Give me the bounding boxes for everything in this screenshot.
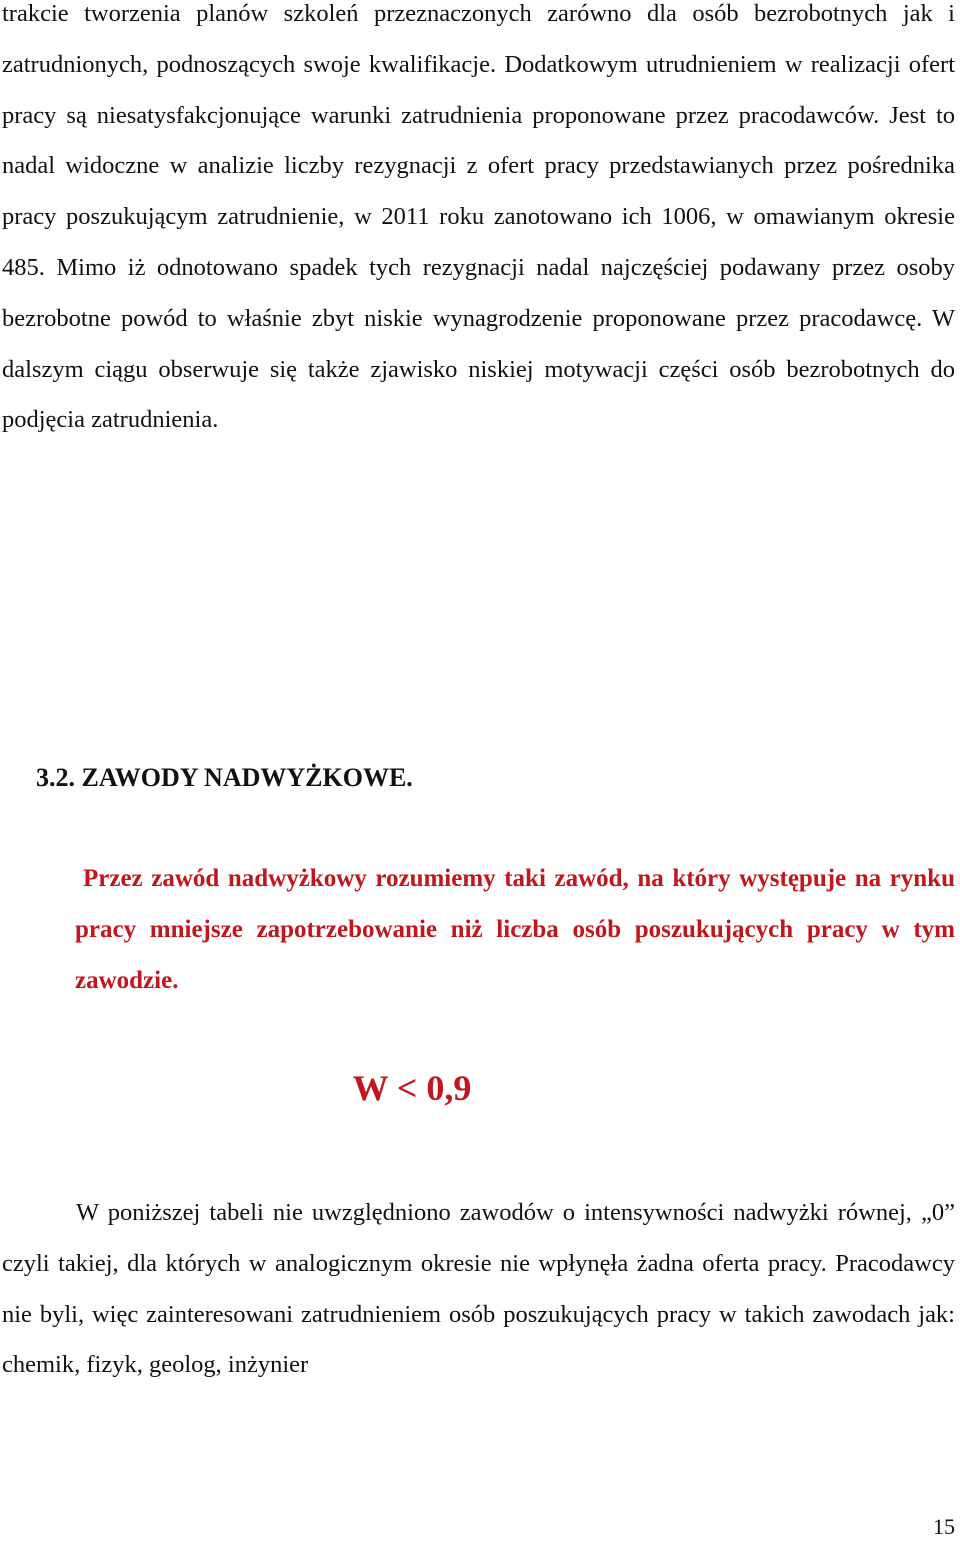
body-paragraph-2: W poniższej tabeli nie uwzględniono zawodów o intensywności nadwyżki równej, „0” czyli takiej, dla których w analogicznym okresie nie wpłynęła żadna oferta pracy. Pracodawcy nie byli, więc zainteresowani zatrudnieniem osób poszukujących pracy w takich zawodach jak: chemik, fizyk, geolog, inżynier — [2, 1199, 955, 1379]
definition-text — [75, 854, 955, 1006]
body-paragraph-1: trakcie tworzenia planów szkoleń przeznaczonych zarówno dla osób bezrobotnych jak i zatrudnionych, podnoszących swoje kwalifikacje. Dodatkowym utrudnieniem w realizacji ofert pracy są niesatysfakcjonujące warunki zatrudnienia proponowane przez pracodawców. Jest to nadal widoczne w analizie liczby rezygnacji z ofert pracy przedstawianych przez pośrednika pracy poszukującym zatrudnienie, w 2011 roku zanotowano ich 1006, w omawianym okresie 485. Mimo iż odnotowano spadek tych rezygnacji nadal najczęściej podawany przez osoby bezrobotne powód to właśnie zbyt niskie wynagrodzenie proponowane przez pracodawcę. W dalszym ciągu obserwuje się także zjawisko niskiej motywacji części osób bezrobotnych do podjęcia zatrudnienia. — [2, 0, 955, 434]
definition-body: Przez zawód nadwyżkowy rozumiemy taki zawód, na który występuje na rynku pracy mniejsze zapotrzebowanie niż liczba osób poszukujących pracy w tym zawodzie. — [75, 865, 955, 994]
formula: W < 0,9 — [352, 1068, 472, 1108]
section-heading: 3.2. ZAWODY NADWYŻKOWE. — [36, 763, 413, 792]
page-number: 15 — [933, 1514, 955, 1539]
